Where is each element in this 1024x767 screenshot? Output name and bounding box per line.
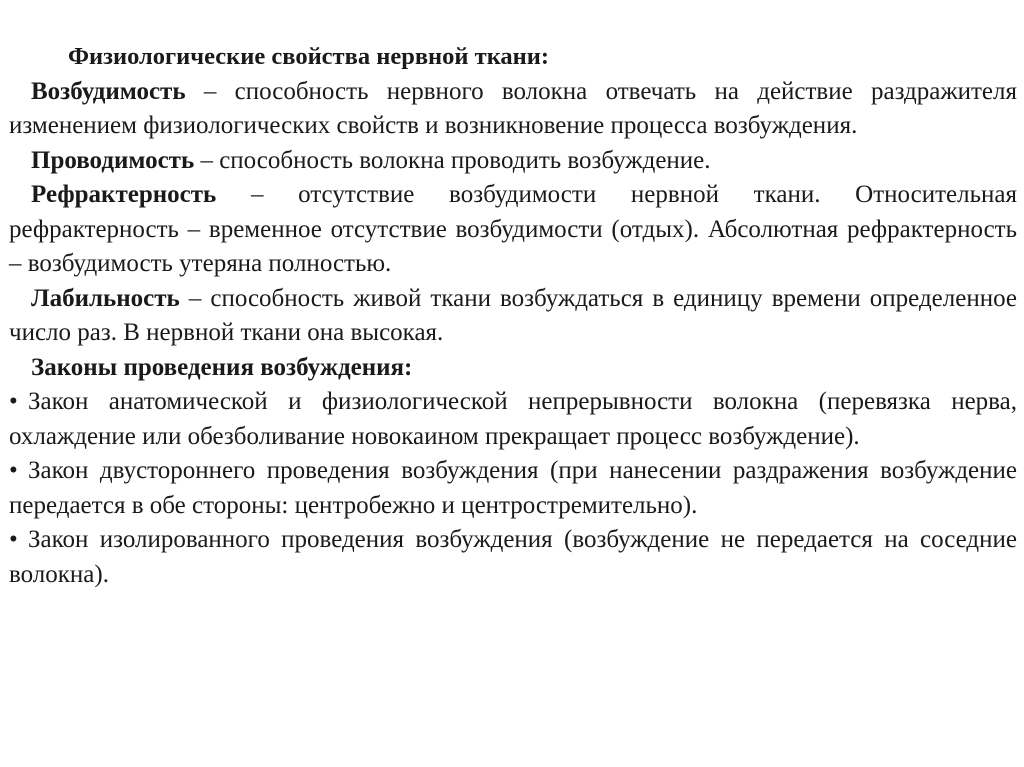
property-definition: – способность нервного волокна отвечать на действие раздражителя изменением физиологических свойств и возникновение процесса возбуждения. [9,77,1017,139]
law-list-item [9,454,1017,523]
bullet-icon: • [9,526,18,553]
law-text: Закон двустороннего проведения возбуждения (при нанесении раздражения возбуждение передается в обе стороны: центробежно и центростремительно). [9,457,1017,519]
property-term: Проводимость [31,146,195,174]
law-list-item [9,523,1017,592]
laws-heading: Законы проведения возбуждения: [31,353,413,381]
property-term: Лабильность [31,284,180,312]
bullet-icon: • [9,457,18,484]
property-lability [9,282,1017,351]
law-text: Закон изолированного проведения возбуждения (возбуждение не передается на соседние волокна). [9,526,1017,588]
property-definition: – способность живой ткани возбуждаться в единицу времени определенное число раз. В нервной ткани она высокая. [9,284,1017,346]
property-term: Возбудимость [31,77,186,105]
property-conductivity [9,144,1017,179]
property-term: Рефрактерность [31,181,217,208]
law-text: Закон анатомической и физиологической непрерывности волокна (перевязка нерва, охлаждение или обезболивание новокаином прекращает процесс возбуждение). [9,388,1017,450]
property-definition: – способность волокна проводить возбуждение. [194,146,711,174]
property-definition: – отсутствие возбудимости нервной ткани. Относительная рефрактерность – временное отсутствие возбудимости (отдых). Абсолютная рефрактерность – возбудимость утеряна полностью. [9,181,1017,277]
property-refractoriness [9,178,1017,282]
document-page [9,40,1017,592]
property-excitability [9,75,1017,144]
bullet-icon: • [9,388,18,415]
document-title: Физиологические свойства нервной ткани: [68,43,550,70]
law-list-item [9,385,1017,454]
